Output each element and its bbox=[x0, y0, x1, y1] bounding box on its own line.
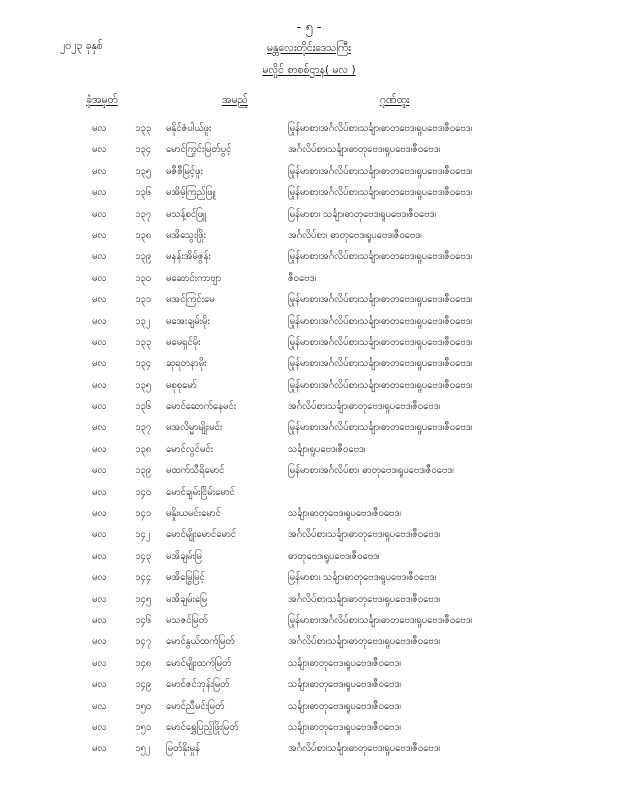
table-row bbox=[0, 268, 618, 289]
table-row bbox=[0, 503, 618, 524]
table-row bbox=[0, 182, 618, 203]
roll-number: ၁၄၀ bbox=[135, 486, 152, 498]
roll-number: ၁၄၁ bbox=[135, 508, 152, 520]
distinction-subjects: အင်္ဂလိပ်စာ၊သင်္ချာ၊ဓာတုဗေဒ၊ရူပဗေဒ၊ဇီဝဗေဒ၊ bbox=[288, 144, 441, 156]
roll-number: ၁၄၃ bbox=[135, 550, 152, 562]
distinction-subjects: အင်္ဂလိပ်စာ၊သင်္ချာ၊ဓာတုဗေဒ၊ရူပဗေဒ၊ဇီဝဗေဒ၊ bbox=[288, 529, 441, 541]
table-row bbox=[0, 696, 618, 717]
student-name: မောင်ဇင်ဘုန်းမြတ် bbox=[166, 679, 230, 691]
roll-number: ၁၃၂ bbox=[135, 315, 151, 327]
table-row bbox=[0, 482, 618, 503]
table-row bbox=[0, 118, 618, 139]
results-table bbox=[0, 118, 618, 760]
roll-code: မလ bbox=[92, 229, 107, 241]
column-header-roll-number: ခုံအမှတ် bbox=[86, 94, 118, 106]
distinction-subjects: မြန်မာစာ၊အင်္ဂလိပ်စာ၊သင်္ချာ၊ဓာတုဗေဒ၊ရူပဗေဒ၊ဇီဝဗေဒ၊ bbox=[288, 165, 473, 177]
student-name: မောင်ရွှေပြည့်ဖြိုးမြတ် bbox=[166, 721, 239, 733]
roll-code: မလ bbox=[92, 443, 107, 455]
roll-code: မလ bbox=[92, 486, 107, 498]
student-name: မသန့်စင်ဖြူ bbox=[166, 208, 206, 220]
roll-number: ၁၅၂ bbox=[135, 743, 151, 755]
distinction-subjects: မြန်မာစာ၊အင်္ဂလိပ်စာ၊သင်္ချာ၊ဓာတုဗေဒ၊ရူပဗေဒ၊ဇီဝဗေဒ၊ bbox=[288, 358, 473, 370]
distinction-subjects: မြန်မာစာ၊အင်္ဂလိပ်စာ၊သင်္ချာ၊ဓာတုဗေဒ၊ရူပဗေဒ၊ဇီဝဗေဒ၊ bbox=[288, 379, 473, 391]
distinction-subjects: သင်္ချာ၊ဓာတုဗေဒ၊ရူပဗေဒ၊ဇီဝဗေဒ၊ bbox=[288, 657, 401, 669]
roll-number: ၁၄၇ bbox=[135, 636, 152, 648]
distinction-subjects: မြန်မာစာ၊အင်္ဂလိပ်စာ၊သင်္ချာ၊ဓာတုဗေဒ၊ရူပဗေဒ၊ဇီဝဗေဒ၊ bbox=[288, 315, 473, 327]
roll-code: မလ bbox=[92, 657, 107, 669]
distinction-subjects: မြန်မာစာ၊အင်္ဂလိပ်စာ၊သင်္ချာ၊ဓာတုဗေဒ၊ရူပဗေဒ၊ဇီဝဗေဒ၊ bbox=[288, 294, 473, 306]
roll-code: မလ bbox=[92, 572, 107, 584]
roll-number: ၁၃၆ bbox=[135, 401, 152, 413]
roll-code: မလ bbox=[92, 679, 107, 691]
distinction-subjects: မြန်မာစာ၊အင်္ဂလိပ်စာ၊သင်္ချာ၊ဓာတုဗေဒ၊ရူပဗေဒ၊ဇီဝဗေဒ၊ bbox=[288, 336, 473, 348]
student-name: မောင်မျိုးထက်မြတ် bbox=[166, 657, 232, 669]
table-row bbox=[0, 225, 618, 246]
roll-code: မလ bbox=[92, 165, 107, 177]
roll-number: ၁၃၅ bbox=[135, 165, 152, 177]
table-row bbox=[0, 139, 618, 160]
roll-number: ၁၄၉ bbox=[135, 679, 152, 691]
roll-number: ၁၄၂ bbox=[135, 529, 151, 541]
student-name: မဇီဇီမြင့်ဖူး bbox=[166, 165, 203, 177]
distinction-subjects: သင်္ချာ၊ဓာတုဗေဒ၊ရူပဗေဒ၊ဇီဝဗေဒ၊ bbox=[288, 508, 401, 520]
distinction-subjects: အင်္ဂလိပ်စာ၊သင်္ချာ၊ဓာတုဗေဒ၊ရူပဗေဒ၊ဇီဝဗေဒ၊ bbox=[288, 743, 441, 755]
roll-code: မလ bbox=[92, 336, 107, 348]
roll-number: ၁၃၃ bbox=[135, 123, 152, 134]
distinction-subjects: ဇီဝဗေဒ၊ bbox=[288, 272, 317, 284]
student-name: မအိမ့်ကြည်ဖြူ bbox=[166, 187, 216, 199]
table-row bbox=[0, 332, 618, 353]
table-row bbox=[0, 567, 618, 588]
student-name: မောင်ချမ်းငြိမ်းမောင် bbox=[166, 486, 235, 498]
roll-number: ၁၅၀ bbox=[135, 700, 152, 712]
roll-number: ၁၄၈ bbox=[135, 657, 152, 669]
table-row bbox=[0, 161, 618, 182]
roll-code: မလ bbox=[92, 422, 107, 434]
student-name: မအိချမ်းမြ bbox=[166, 550, 202, 562]
student-name: မအိမြွေမြင့် bbox=[166, 572, 205, 584]
roll-code: မလ bbox=[92, 251, 107, 263]
student-name: မောင်ညီမင်းမြတ် bbox=[166, 700, 225, 712]
table-row bbox=[0, 631, 618, 652]
roll-code: မလ bbox=[92, 401, 107, 413]
table-row bbox=[0, 375, 618, 396]
roll-code: မလ bbox=[92, 636, 107, 648]
roll-number: ၁၃၃ bbox=[135, 336, 152, 348]
distinction-subjects: အင်္ဂလိပ်စာ၊သင်္ချာ၊ဓာတုဗေဒ၊ရူပဗေဒ၊ဇီဝဗေဒ၊ bbox=[288, 401, 441, 413]
roll-code: မလ bbox=[92, 508, 107, 520]
table-row bbox=[0, 524, 618, 545]
roll-code: မလ bbox=[92, 272, 107, 284]
page-number: - ၅ - bbox=[296, 20, 322, 35]
student-name: မသဇင်မြတ် bbox=[166, 614, 208, 626]
roll-number: ၁၃၄ bbox=[135, 358, 152, 370]
roll-number: ၁၄၄ bbox=[135, 572, 152, 584]
student-name: မအိချမ်းမြေ bbox=[166, 593, 208, 605]
roll-number: ၁၃၈ bbox=[135, 229, 152, 241]
roll-code: မလ bbox=[92, 294, 107, 306]
table-row bbox=[0, 717, 618, 738]
roll-number: ၁၅၁ bbox=[135, 721, 152, 733]
roll-number: ၁၄၅ bbox=[135, 593, 152, 605]
student-name: မနန်းအိမ်ဇွန်း bbox=[166, 251, 211, 263]
table-row bbox=[0, 674, 618, 695]
roll-code: မလ bbox=[92, 529, 107, 541]
roll-number: ၁၃၈ bbox=[135, 443, 152, 455]
student-name: မအိသွေးဖြိုး bbox=[166, 229, 206, 241]
table-row bbox=[0, 653, 618, 674]
roll-number: ၁၃၉ bbox=[135, 465, 152, 477]
roll-number: ၁၃၉ bbox=[135, 251, 152, 263]
roll-code: မလ bbox=[92, 550, 107, 562]
roll-code: မလ bbox=[92, 123, 107, 134]
roll-code: မလ bbox=[92, 358, 107, 370]
distinction-subjects: မြန်မာစာ၊ သင်္ချာ၊ဓာတုဗေဒ၊ရူပဗေဒ၊ဇီဝဗေဒ၊ bbox=[288, 572, 436, 584]
table-row bbox=[0, 204, 618, 225]
table-row bbox=[0, 417, 618, 438]
student-name: မောင်နွယ်ထက်မြတ် bbox=[166, 636, 235, 648]
roll-code: မလ bbox=[92, 208, 107, 220]
table-row bbox=[0, 396, 618, 417]
distinction-subjects: အင်္ဂလိပ်စာ၊သင်္ချာ၊ဓာတုဗေဒ၊ရူပဗေဒ၊ဇီဝဗေဒ၊ bbox=[288, 636, 441, 648]
column-header-name: အမည် bbox=[222, 94, 248, 106]
roll-code: မလ bbox=[92, 379, 107, 391]
table-row bbox=[0, 439, 618, 460]
roll-code: မလ bbox=[92, 465, 107, 477]
distinction-subjects: အင်္ဂလိပ်စာ၊သင်္ချာ၊ဓာတုဗေဒ၊ရူပဗေဒ၊ဇီဝဗေဒ၊ bbox=[288, 593, 441, 605]
table-row bbox=[0, 610, 618, 631]
table-row bbox=[0, 589, 618, 610]
student-name: မအလိမ္မာမျိုးမင်း bbox=[166, 422, 223, 434]
roll-code: မလ bbox=[92, 315, 107, 327]
student-name: မောင်လွင်မင်း bbox=[166, 443, 214, 455]
roll-code: မလ bbox=[92, 593, 107, 605]
exam-center-subtitle: မလှိုင် စာစစ်ဌာန( မလ ) bbox=[262, 64, 356, 76]
roll-number: ၁၃၄ bbox=[135, 144, 152, 156]
roll-number: ၁၃၇ bbox=[135, 208, 152, 220]
student-name: မြတ်နိုးမှုန် bbox=[166, 743, 200, 755]
roll-number: ၁၃၁ bbox=[135, 294, 152, 306]
table-row bbox=[0, 246, 618, 267]
student-name: မအင်ကြင်းမေ bbox=[166, 294, 215, 306]
distinction-subjects: အင်္ဂလိပ်စာ၊ ဓာတုဗေဒ၊ရူပဗေဒ၊ဇီဝဗေဒ၊ bbox=[288, 229, 422, 241]
roll-number: ၁၃၅ bbox=[135, 379, 152, 391]
roll-code: မလ bbox=[92, 614, 107, 626]
roll-number: ၁၄၆ bbox=[135, 614, 152, 626]
roll-code: မလ bbox=[92, 187, 107, 199]
distinction-subjects: သင်္ချာ၊ဓာတုဗေဒ၊ရူပဗေဒ၊ဇီဝဗေဒ၊ bbox=[288, 700, 401, 712]
exam-year: ၂၀၂၃ ခုနှစ် bbox=[60, 40, 103, 52]
distinction-subjects: မြန်မာစာ၊အင်္ဂလိပ်စာ၊သင်္ချာ၊ဓာတုဗေဒ၊ရူပဗေဒ၊ဇီဝဗေဒ၊ bbox=[288, 614, 473, 626]
distinction-subjects: မြန်မာစာ၊အင်္ဂလိပ်စာ၊သင်္ချာ၊ဓာတုဗေဒ၊ရူပဗေဒ၊ဇီဝဗေဒ၊ bbox=[288, 422, 473, 434]
distinction-subjects: မြန်မာစာ၊အင်္ဂလိပ်စာ၊ ဓာတုဗေဒ၊ရူပဗေဒ၊ဇီဝဗေဒ၊ bbox=[288, 465, 454, 477]
roll-code: မလ bbox=[92, 721, 107, 733]
student-name: မနိုင်ဇံပါယ်ဖူး bbox=[166, 123, 212, 134]
table-row bbox=[0, 738, 618, 759]
student-name: မနှိုးယမင်းမောင် bbox=[166, 508, 221, 520]
student-name: မထက်သီရိမောင် bbox=[166, 465, 225, 477]
table-row bbox=[0, 353, 618, 374]
distinction-subjects: မြန်မာစာ၊အင်္ဂလိပ်စာ၊သင်္ချာ၊ဓာတုဗေဒ၊ရူပဗေဒ၊ဇီဝဗေဒ၊ bbox=[288, 187, 473, 199]
column-header-distinctions: ဂုဏ်ထူး bbox=[380, 94, 410, 106]
distinction-subjects: မြန်မာစာ၊ သင်္ချာ၊ဓာတုဗေဒ၊ရူပဗေဒ၊ဇီဝဗေဒ၊ bbox=[288, 208, 436, 220]
student-name: မမေရှင်မိုး bbox=[166, 336, 201, 348]
student-name: မအေးချမ်းမိုး bbox=[166, 315, 210, 327]
roll-code: မလ bbox=[92, 743, 107, 755]
distinction-subjects: မြန်မာစာ၊အင်္ဂလိပ်စာ၊သင်္ချာ၊ဓာတုဗေဒ၊ရူပဗေဒ၊ဇီဝဗေဒ၊ bbox=[288, 251, 473, 263]
region-title: မန္တလေးတိုင်းဒေသကြီး bbox=[267, 42, 351, 54]
distinction-subjects: သင်္ချာ၊ရူပဗေဒ၊ဇီဝဗေဒ၊ bbox=[288, 443, 366, 455]
distinction-subjects: မြန်မာစာ၊အင်္ဂလိပ်စာ၊သင်္ချာ၊ဓာတုဗေဒ၊ရူပဗေဒ၊ဇီဝဗေဒ၊ bbox=[288, 123, 473, 134]
roll-number: ၁၃၀ bbox=[135, 272, 152, 284]
student-name: မောင်ကြွင်းမြတ်ပွင့် bbox=[166, 144, 232, 156]
roll-number: ၁၃၇ bbox=[135, 422, 152, 434]
student-name: မောင်ဆောက်နေမင်း bbox=[166, 401, 237, 413]
student-name: မောင်မျိုးမောင်မောင် bbox=[166, 529, 236, 541]
table-row bbox=[0, 460, 618, 481]
roll-code: မလ bbox=[92, 144, 107, 156]
table-row bbox=[0, 546, 618, 567]
student-name: မဆောင်းကာဗျာ bbox=[166, 272, 222, 284]
student-name: ဆုရတနာမိုး bbox=[166, 358, 207, 370]
roll-number: ၁၃၆ bbox=[135, 187, 152, 199]
table-row bbox=[0, 311, 618, 332]
table-row bbox=[0, 289, 618, 310]
distinction-subjects: သင်္ချာ၊ဓာတုဗေဒ၊ရူပဗေဒ၊ဇီဝဗေဒ၊ bbox=[288, 679, 401, 691]
student-name: မစုစုမော် bbox=[166, 379, 197, 391]
distinction-subjects: ဓာတုဗေဒ၊ရူပဗေဒ၊ဇီဝဗေဒ၊ bbox=[288, 550, 380, 562]
distinction-subjects: သင်္ချာ၊ဓာတုဗေဒ၊ရူပဗေဒ၊ဇီဝဗေဒ၊ bbox=[288, 721, 401, 733]
roll-code: မလ bbox=[92, 700, 107, 712]
